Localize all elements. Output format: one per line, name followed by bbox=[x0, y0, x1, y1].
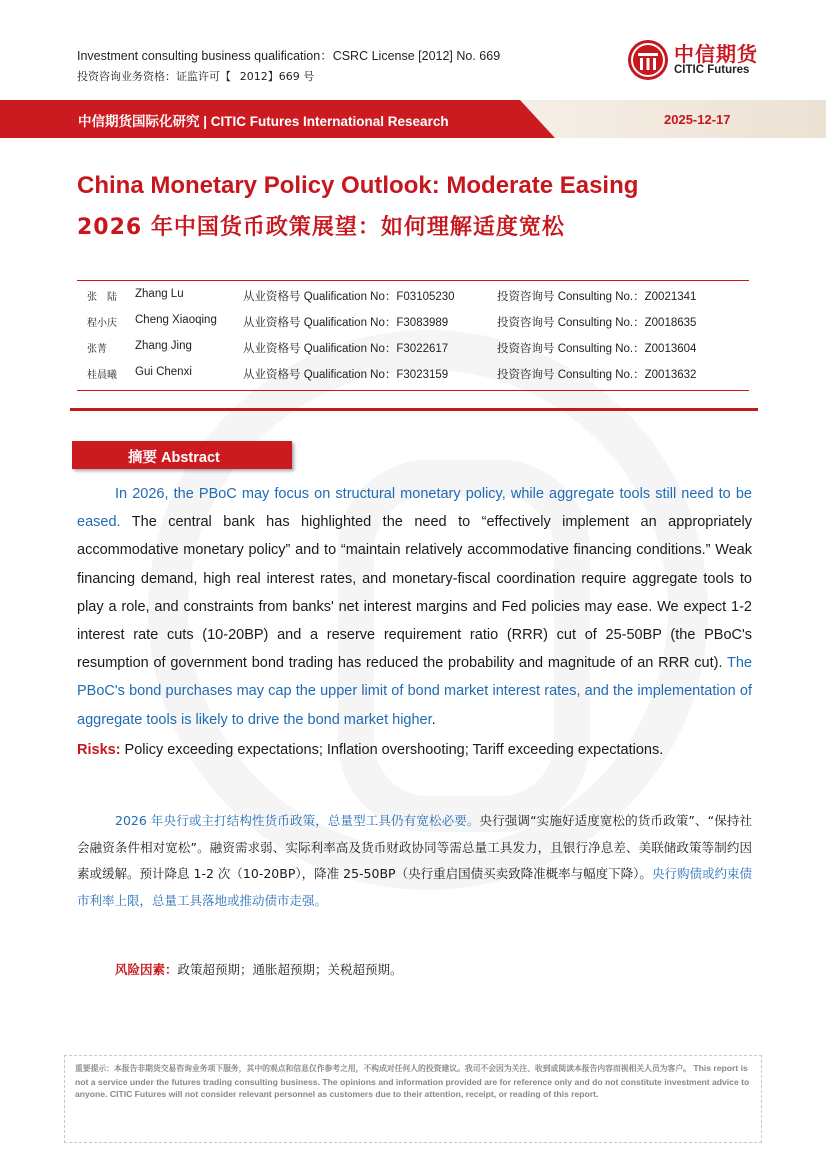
abstract-label: 摘要 Abstract bbox=[128, 450, 220, 466]
abstract-cn-body: 央行强调“实施好适度宽松的货币政策”、“保持社会融资条件相对宽松”。融资需求弱、实际利率高及货币财政协同等需总量工具发力，且银行净息差、美联储政策等制约因素或缓解。预计降息 1-2 次（10-20BP），降准 25-50BP（央行重启国债买卖致降准概率与幅度下降）。 bbox=[77, 813, 752, 881]
divider-thick bbox=[70, 408, 758, 411]
author-consulting: 投资咨询号 Consulting No.：Z0021341 bbox=[497, 291, 697, 303]
report-title-cn: 2026 年中国货币政策展望：如何理解适度宽松 bbox=[77, 215, 565, 240]
risks-text-en: Policy exceeding expectations; Inflation overshooting; Tariff exceeding expectations. bbox=[120, 742, 664, 758]
risks-en bbox=[77, 742, 663, 758]
abstract-en-highlight: The PBoC's bond purchases may cap the upper limit of bond market interest rates, and the implementation of aggregate tools is likely to drive the bond market higher bbox=[77, 655, 752, 728]
risks-label-cn: 风险因素： bbox=[115, 962, 178, 977]
abstract-en-body: The central bank has highlighted the need to “effectively implement an appropriately accommodative monetary policy” and to “maintain relatively accommodative financing conditions.” Weak financing demand, high real interest rates, and monetary-fiscal coordination require aggregate tools to play a role, and constraints from banks' net interest margins and Fed policies may ease. We expect 1-2 interest rate cuts (10-20BP) and a reserve requirement ratio (RRR) cut of 25-50BP (the PBoC's resumption of government bond trading has reduced the probability and magnitude of an RRR cut). bbox=[77, 514, 752, 672]
report-date: 2025-12-17 bbox=[664, 112, 731, 127]
author-name-cn: 张 陆 bbox=[87, 292, 117, 303]
research-banner bbox=[0, 100, 826, 138]
abstract-en-end: . bbox=[431, 711, 436, 728]
logo-text-en: CITIC Futures bbox=[674, 64, 750, 76]
banner-title: 中信期货国际化研究 | CITIC Futures International Research bbox=[78, 114, 449, 129]
disclaimer-en: This report is not a service under the futures trading consulting business. The opinions and information provided are for reference only and do not constitute investment advice to anyone. CITIC Futures will not consider relevant personnel as customers due to their attention, receipt, or reading of this report. bbox=[75, 1063, 750, 1099]
abstract-en bbox=[77, 480, 752, 734]
author-qualification: 从业资格号 Qualification No：F3022617 bbox=[243, 343, 449, 355]
author-qualification: 从业资格号 Qualification No：F3083989 bbox=[243, 317, 449, 329]
author-row bbox=[87, 340, 747, 366]
author-name-cn: 程小庆 bbox=[87, 318, 117, 329]
author-consulting: 投资咨询号 Consulting No.：Z0013632 bbox=[497, 369, 697, 381]
abstract-cn bbox=[77, 808, 752, 914]
risks-label-en: Risks: bbox=[77, 742, 121, 758]
risks-text-cn: 政策超预期；通胀超预期；关税超预期。 bbox=[177, 962, 403, 977]
divider bbox=[77, 280, 749, 281]
author-name-en: Cheng Xiaoqing bbox=[135, 314, 217, 326]
author-row bbox=[87, 314, 747, 340]
disclaimer bbox=[64, 1055, 762, 1143]
author-qualification: 从业资格号 Qualification No：F03105230 bbox=[243, 291, 455, 303]
divider bbox=[77, 390, 749, 391]
abstract-tag bbox=[72, 441, 292, 469]
abstract-en-highlight: In 2026, the PBoC may focus on structural monetary policy, while aggregate tools still need to be eased. bbox=[77, 486, 752, 531]
author-name-en: Zhang Lu bbox=[135, 288, 184, 300]
citic-logo-icon bbox=[628, 40, 668, 80]
author-row bbox=[87, 288, 747, 314]
author-list bbox=[87, 288, 747, 392]
author-name-en: Gui Chenxi bbox=[135, 366, 192, 378]
abstract-cn-highlight: 2026 年央行或主打结构性货币政策，总量型工具仍有宽松必要。 bbox=[115, 813, 480, 828]
qualification-cn: 投资咨询业务资格：证监许可【 2012】669 号 bbox=[77, 70, 315, 83]
abstract-cn-highlight: 央行购债或约束债市利率上限，总量工具落地或推动债市走强。 bbox=[77, 866, 752, 908]
author-row bbox=[87, 366, 747, 392]
report-title-en: China Monetary Policy Outlook: Moderate Easing bbox=[77, 172, 639, 199]
author-name-en: Zhang Jing bbox=[135, 340, 192, 352]
author-qualification: 从业资格号 Qualification No：F3023159 bbox=[243, 369, 449, 381]
author-name-cn: 张菁 bbox=[87, 344, 107, 355]
risks-cn bbox=[115, 960, 403, 978]
author-consulting: 投资咨询号 Consulting No.：Z0013604 bbox=[497, 343, 697, 355]
author-consulting: 投资咨询号 Consulting No.：Z0018635 bbox=[497, 317, 697, 329]
qualification-en: Investment consulting business qualification：CSRC License [2012] No. 669 bbox=[77, 49, 501, 63]
author-name-cn: 桂晨曦 bbox=[87, 370, 117, 381]
citic-futures-logo bbox=[628, 38, 778, 86]
logo-text-cn: 中信期货 bbox=[674, 42, 758, 66]
disclaimer-cn: 重要提示：本报告非期货交易咨询业务项下服务，其中的观点和信息仅作参考之用，不构成对任何人的投资建议。我司不会因为关注、收到或阅读本报告内容而视相关人员为客户。 bbox=[75, 1064, 691, 1073]
